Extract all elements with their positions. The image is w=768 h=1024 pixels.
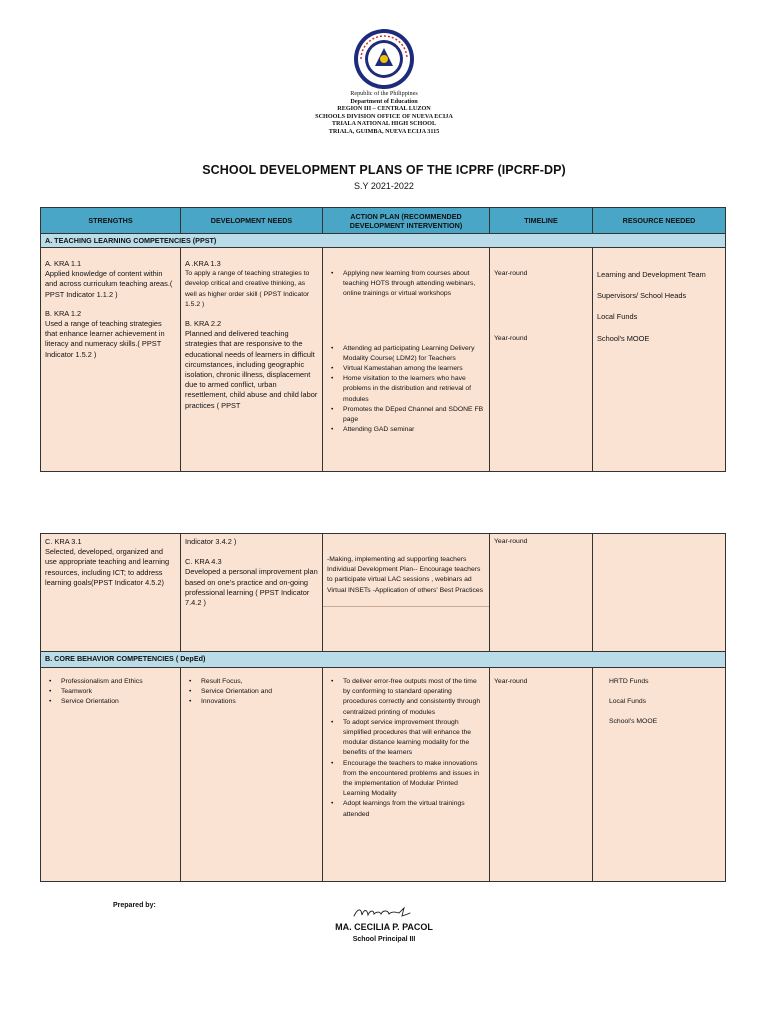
deped-seal-logo bbox=[353, 28, 415, 90]
resource-item: HRTD Funds bbox=[609, 678, 649, 685]
kra-description: Selected, developed, organized and use appropriate teaching and learning resources, including ICT; to address learning goals(PPST Indicator 4.5.2) bbox=[45, 547, 170, 587]
resource-item: Supervisors/ School Heads bbox=[597, 291, 687, 301]
list-item: • Virtual Kamestahan among the learners bbox=[327, 364, 485, 374]
school-year: S.Y 2021-2022 bbox=[354, 181, 414, 191]
kra-heading: C. KRA 3.1 bbox=[45, 537, 82, 546]
kra-description: Developed a personal improvement plan based on one's practice and on-going professional learning ( PPST Indicator 7.4.2 ) bbox=[185, 567, 318, 608]
timeline-value: Year-round bbox=[494, 678, 528, 685]
kra-continuation: Indicator 3.4.2 ) bbox=[185, 537, 237, 546]
list-item: • Applying new learning from courses about teaching HOTS through attending webinars, online trainings or virtual workshops bbox=[327, 269, 485, 300]
list-item: • Service Orientation and bbox=[185, 687, 318, 697]
timeline-cell bbox=[490, 668, 593, 882]
resource-needed-cell bbox=[593, 534, 726, 652]
strength-list bbox=[45, 677, 176, 708]
kra-description: To apply a range of teaching strategies to develop critical and creative thinking, as well as higher order skill ( PPST Indicator 1.5.2 ) bbox=[185, 270, 310, 308]
letterhead-division: SCHOOLS DIVISION OFFICE OF NUEVA ECIJA bbox=[315, 112, 453, 120]
action-text: -Making, implementing ad supporting teachers Individual Development Plan-- Encourage teachers to participate virtual LAC sessions , webinars ad Virtual INSETs -Application of others' Best Practices bbox=[327, 556, 484, 594]
list-item: • To deliver error-free outputs most of the time by conforming to standard operating procedures correctly and consistently through centralized printing of modules bbox=[327, 677, 485, 718]
strengths-cell bbox=[41, 248, 181, 472]
needs-list bbox=[185, 677, 318, 708]
action-plan-cell bbox=[323, 248, 490, 472]
action-list bbox=[327, 269, 485, 300]
list-item: • Attending GAD seminar bbox=[327, 425, 485, 435]
strengths-cell bbox=[41, 668, 181, 882]
kra-description: Planned and delivered teaching strategies that are responsive to the educational needs of learners in difficult circumstances, including geographic isolation, chronic illness, displacement due to armed conflict, urban resettlement, child abuse and child labor practices ( PPST bbox=[185, 329, 318, 410]
list-item: • Result Focus, bbox=[185, 677, 318, 687]
column-header-action-plan: ACTION PLAN (RECOMMENDED DEVELOPMENT INTERVENTION) bbox=[323, 208, 490, 234]
letterhead bbox=[0, 90, 768, 136]
resource-item: Local Funds bbox=[609, 698, 647, 706]
kra-heading: B. KRA 2.2 bbox=[185, 319, 222, 329]
kra-heading: B. KRA 1.2 bbox=[45, 308, 82, 318]
letterhead-school: TRIALA NATIONAL HIGH SCHOOL bbox=[331, 120, 437, 128]
development-plan-table-part2 bbox=[40, 533, 726, 882]
resource-needed-cell bbox=[593, 248, 726, 472]
action-plan-cell bbox=[323, 668, 490, 882]
section-b-heading: B. CORE BEHAVIOR COMPETENCIES ( DepEd) bbox=[41, 652, 726, 668]
column-header-strengths: STRENGTHS bbox=[41, 208, 181, 234]
development-plan-table-part1 bbox=[40, 207, 726, 472]
kra-heading: A .KRA 1.3 bbox=[185, 259, 221, 268]
list-item: • Attending ad participating Learning Delivery Modality Course( LDM2) for Teachers bbox=[327, 344, 485, 364]
letterhead-republic: Republic of the Philippines bbox=[350, 90, 418, 97]
list-item: • Home visitation to the learners who have problems in the distribution and retrieval of modules bbox=[327, 374, 485, 405]
list-item: • Teamwork bbox=[45, 687, 176, 697]
list-item: • Service Orientation bbox=[45, 697, 176, 707]
development-needs-cell bbox=[181, 534, 323, 652]
signer-name: MA. CECILIA P. PACOL bbox=[335, 922, 433, 932]
table-row bbox=[41, 668, 726, 882]
handwritten-signature bbox=[352, 904, 412, 920]
resource-needed-cell bbox=[593, 668, 726, 882]
timeline-value: Year-round bbox=[494, 538, 528, 545]
signer-position: School Principal III bbox=[352, 936, 416, 943]
column-header-development-needs: DEVELOPMENT NEEDS bbox=[181, 208, 323, 234]
timeline-cell bbox=[490, 534, 593, 652]
resource-item: School's MOOE bbox=[609, 718, 658, 726]
action-plan-cell bbox=[323, 534, 490, 652]
list-item: • To adopt service improvement through simplified procedures that will enhance the modular distance learning modality for the benefits of the learners bbox=[327, 718, 485, 759]
list-item: • Promotes the DEped Channel and SDONE FB page bbox=[327, 405, 485, 425]
development-needs-cell bbox=[181, 248, 323, 472]
kra-heading: A. KRA 1.1 bbox=[45, 259, 82, 268]
table-row bbox=[41, 248, 726, 472]
list-item: • Professionalism and Ethics bbox=[45, 677, 176, 687]
prepared-by-label: Prepared by: bbox=[113, 902, 156, 909]
column-header-timeline: TIMELINE bbox=[490, 208, 593, 234]
timeline-value: Year-round bbox=[494, 270, 528, 277]
timeline-value: Year-round bbox=[494, 335, 528, 343]
column-header-resource-needed: RESOURCE NEEDED bbox=[593, 208, 726, 234]
table-row bbox=[41, 534, 726, 652]
letterhead-address: TRIALA, GUIMBA, NUEVA ECIJA 3115 bbox=[328, 127, 440, 135]
list-item: • Adopt learnings from the virtual trainings attended bbox=[327, 799, 485, 819]
resource-item: Learning and Development Team bbox=[597, 270, 706, 279]
letterhead-region: REGION III – CENTRAL LUZON bbox=[337, 105, 431, 113]
list-item: • Innovations bbox=[185, 697, 318, 707]
letterhead-department: Department of Education bbox=[350, 97, 418, 105]
section-a-heading: A. TEACHING LEARNING COMPETENCIES (PPST) bbox=[41, 234, 726, 248]
list-item: • Encourage the teachers to make innovations from the encountered problems and issues in the implementation of Modular Printed Learning Modality bbox=[327, 759, 485, 800]
document-title: SCHOOL DEVELOPMENT PLANS OF THE ICPRF (IPCRF-DP) bbox=[202, 163, 566, 177]
kra-heading: C. KRA 4.3 bbox=[185, 557, 222, 567]
kra-description: Used a range of teaching strategies that enhance learner achievement in literacy and numeracy skills.( PPST Indicator 1.5.2 ) bbox=[45, 319, 165, 359]
action-list bbox=[327, 344, 485, 436]
timeline-cell bbox=[490, 248, 593, 472]
action-list bbox=[327, 677, 485, 820]
table-header-row bbox=[41, 208, 726, 234]
development-needs-cell bbox=[181, 668, 323, 882]
resource-item: School's MOOE bbox=[597, 333, 650, 343]
strengths-cell bbox=[41, 534, 181, 652]
resource-item: Local Funds bbox=[597, 312, 638, 322]
kra-description: Applied knowledge of content within and across curriculum teaching areas.( PPST Indicator 1.1.2 ) bbox=[45, 269, 173, 299]
